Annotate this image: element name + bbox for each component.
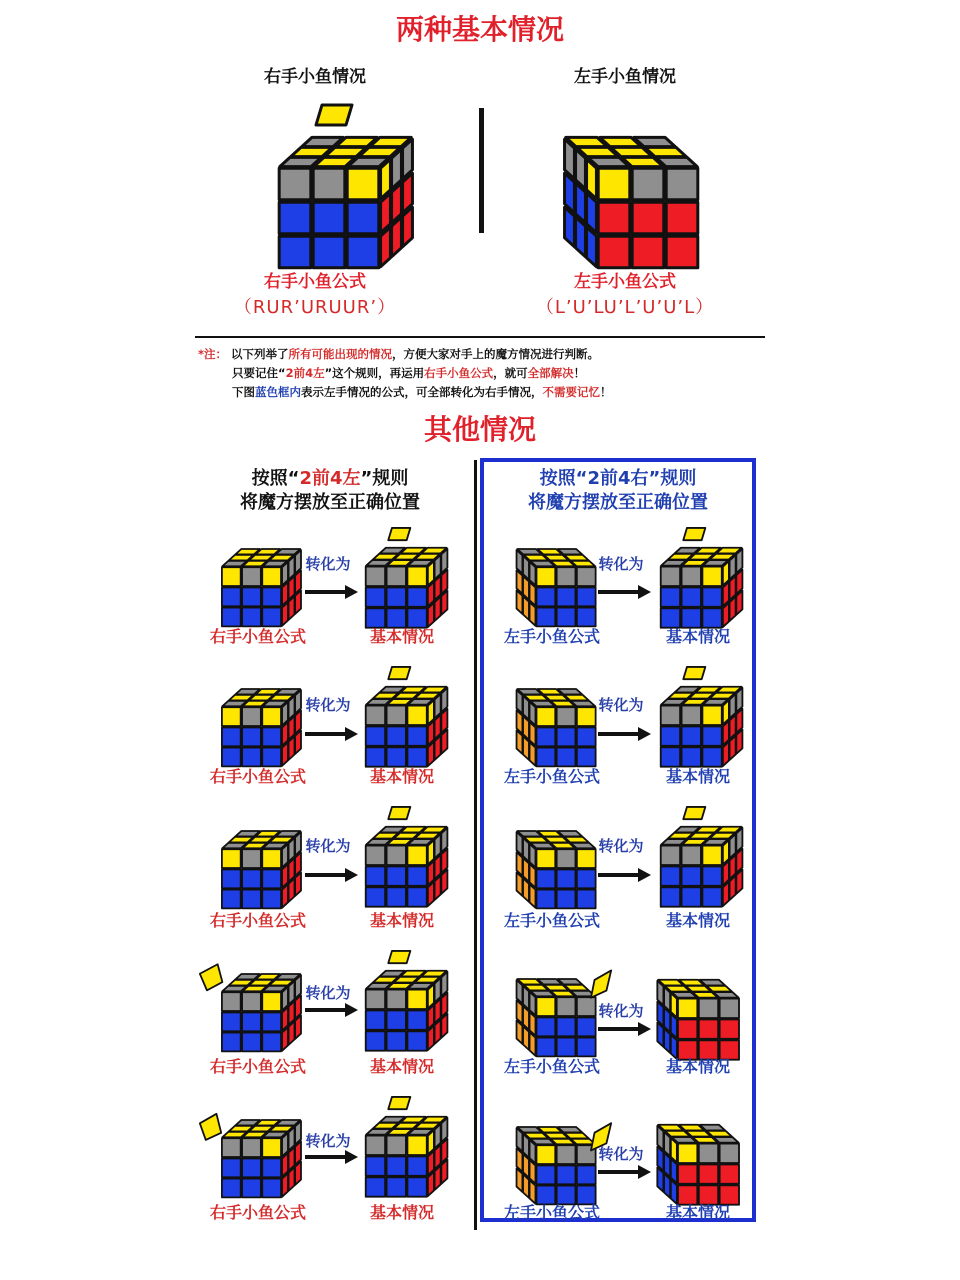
- note-text: ，就可: [493, 366, 528, 380]
- note-text: ”这个规则，再运用: [324, 366, 425, 380]
- formula-label: 右手小鱼公式: [209, 627, 306, 646]
- result-label: 基本情况: [369, 627, 434, 646]
- cube-basic-right: [360, 523, 446, 618]
- cube-case-r5: [213, 1096, 303, 1188]
- cube-case-r3: [213, 807, 303, 899]
- formula-label: 右手小鱼公式: [209, 767, 306, 786]
- cube-case-l1: [508, 525, 598, 617]
- convert-label: 转化为: [598, 1145, 644, 1163]
- note-highlight: 所有可能出现的情况: [288, 347, 393, 361]
- section-divider: [195, 336, 765, 338]
- formula-label: 右手小鱼公式: [209, 911, 306, 930]
- formula-label: 左手小鱼公式: [503, 767, 600, 786]
- arrow-icon: [596, 868, 651, 882]
- arrow-icon: [596, 1165, 651, 1179]
- cube-basic-right: [655, 523, 741, 618]
- cube-case-l5: [508, 1103, 598, 1195]
- arrow-icon: [303, 585, 358, 599]
- convert-label: 转化为: [305, 837, 351, 855]
- left-case-label: 左手小鱼情况: [574, 67, 676, 87]
- note-highlight: 蓝色框内: [255, 385, 301, 399]
- header-text: 将魔方摆放至正确位置: [528, 492, 708, 513]
- note-text: 表示左手情况的公式，可全部转化为右手情况，: [301, 385, 543, 399]
- cube-basic-right: [360, 802, 446, 897]
- right-formula: （RUR’URUUR’）: [233, 297, 397, 318]
- note-text: ，方便大家对手上的魔方情况进行判断。: [392, 347, 600, 361]
- note-text: ！: [573, 366, 586, 380]
- result-label: 基本情况: [369, 1057, 434, 1076]
- convert-label: 转化为: [598, 696, 644, 714]
- cube-basic-right: [360, 662, 446, 757]
- result-label: 基本情况: [369, 1203, 434, 1222]
- result-label: 基本情况: [369, 911, 434, 930]
- other-title: 其他情况: [423, 413, 536, 446]
- note-text: 以下列举了: [231, 347, 289, 361]
- convert-label: 转化为: [598, 837, 644, 855]
- convert-label: 转化为: [305, 984, 351, 1002]
- cube-case-l3: [508, 807, 598, 899]
- header-text: ”规则: [360, 468, 409, 489]
- cube-basic-right: [360, 946, 446, 1041]
- header-text: 按照“2前4右”规则: [539, 468, 697, 489]
- convert-label: 转化为: [598, 1002, 644, 1020]
- result-label: 基本情况: [665, 1203, 730, 1222]
- note-line-1: [198, 345, 599, 364]
- formula-label: 右手小鱼公式: [209, 1057, 306, 1076]
- right-case-label: 右手小鱼情况: [264, 67, 366, 87]
- formula-label: 左手小鱼公式: [503, 911, 600, 930]
- cube-basic-right: [655, 662, 741, 757]
- cube-case-r1: [213, 525, 303, 617]
- convert-label: 转化为: [598, 555, 644, 573]
- right-formula-title: 右手小鱼公式: [264, 272, 366, 292]
- note-text: 下图: [232, 385, 255, 399]
- note-line-2: [232, 364, 585, 383]
- header-text: 按照“: [251, 468, 300, 489]
- cube-basic-left: [652, 955, 738, 1050]
- cube-left-basic: [556, 97, 696, 252]
- arrow-icon: [596, 585, 651, 599]
- cube-basic-right: [360, 1092, 446, 1187]
- header-highlight: 2前4左: [299, 468, 361, 489]
- cube-right-basic: [270, 97, 410, 252]
- result-label: 基本情况: [665, 1057, 730, 1076]
- cube-basic-right: [655, 802, 741, 897]
- result-label: 基本情况: [665, 627, 730, 646]
- formula-label: 左手小鱼公式: [503, 1203, 600, 1222]
- note-text: ！: [600, 385, 612, 399]
- arrow-icon: [596, 727, 651, 741]
- cube-basic-left: [652, 1100, 738, 1195]
- center-divider: [479, 108, 484, 233]
- note-highlight: 全部解决: [527, 366, 574, 380]
- note-highlight: 2前4左: [285, 366, 325, 380]
- cube-case-l2: [508, 665, 598, 757]
- convert-label: 转化为: [305, 696, 351, 714]
- arrow-icon: [596, 1022, 651, 1036]
- right-column-header: [484, 467, 752, 515]
- note-highlight: 右手小鱼公式: [424, 366, 494, 380]
- result-label: 基本情况: [665, 911, 730, 930]
- result-label: 基本情况: [369, 767, 434, 786]
- left-column-header: [190, 467, 470, 515]
- note-highlight: 不需要记忆: [542, 385, 600, 399]
- note-text: 只要记住“: [232, 366, 286, 380]
- cube-case-l4: [508, 955, 598, 1047]
- cube-case-r4: [213, 950, 303, 1042]
- note-line-3: [232, 383, 612, 402]
- convert-label: 转化为: [305, 1132, 351, 1150]
- formula-label: 左手小鱼公式: [503, 627, 600, 646]
- result-label: 基本情况: [665, 767, 730, 786]
- arrow-icon: [303, 727, 358, 741]
- convert-label: 转化为: [305, 555, 351, 573]
- formula-label: 右手小鱼公式: [209, 1203, 306, 1222]
- column-divider: [474, 460, 477, 1230]
- formula-label: 左手小鱼公式: [503, 1057, 600, 1076]
- note-star: *注：: [198, 347, 228, 361]
- main-title: 两种基本情况: [395, 13, 564, 46]
- cube-case-r2: [213, 665, 303, 757]
- header-text: 将魔方摆放至正确位置: [240, 492, 420, 513]
- left-formula: （L’U’LU’L’U’U’L）: [535, 297, 715, 318]
- arrow-icon: [303, 1003, 358, 1017]
- left-formula-title: 左手小鱼公式: [574, 272, 676, 292]
- arrow-icon: [303, 868, 358, 882]
- arrow-icon: [303, 1150, 358, 1164]
